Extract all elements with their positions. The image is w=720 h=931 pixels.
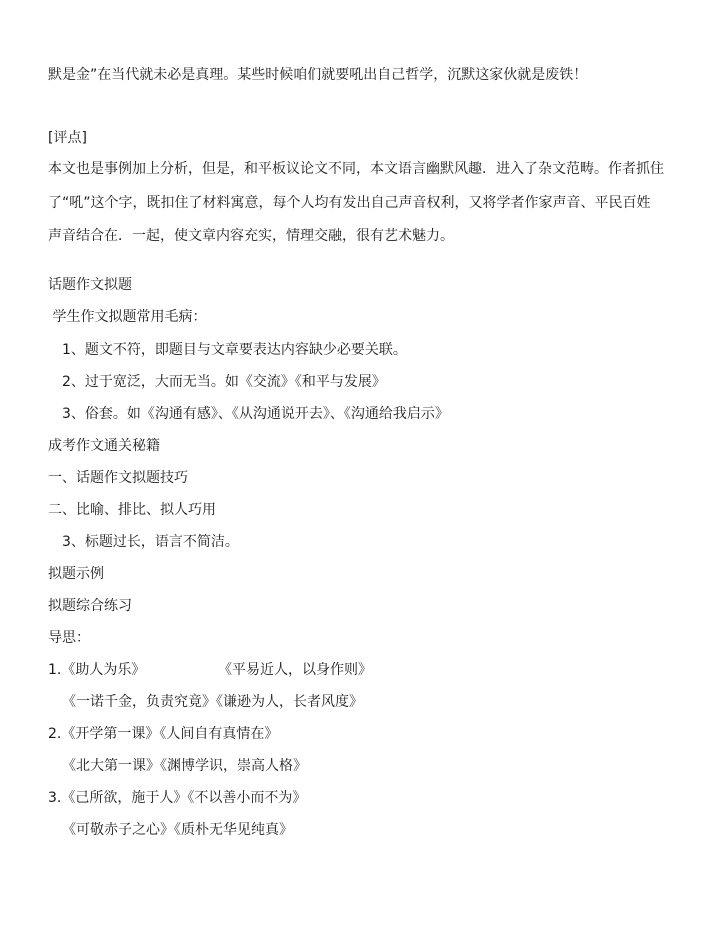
tip-item: 二、比喻、排比、拟人巧用 (48, 502, 216, 518)
guide-label: 导思： (48, 630, 90, 646)
commentary-label: [评点] (48, 130, 87, 146)
fault-item: 2、过于宽泛，大而无当。如《交流》《和平与发展》 (62, 374, 386, 390)
practice-item-continued: 《一诺千金，负责究竟》《谦逊为人，长者风度》 (62, 694, 363, 710)
extra-fault: 3、标题过长，语言不简洁。 (62, 534, 239, 550)
opening-line: 默是金”在当代就未必是真理。某些时候咱们就要吼出自己哲学，沉默这家伙就是废铁！ (48, 67, 588, 83)
commentary-line: 声音结合在．一起，使文章内容充实，情理交融，很有艺术魅力。 (48, 228, 454, 244)
fault-item: 1、题文不符，即题目与文章要表达内容缺少必要关联。 (62, 342, 407, 358)
practice-item: 《平易近人，以身作则》 (218, 662, 372, 678)
commentary-line: 了“吼”这个字，既扣住了材料寓意，每个人均有发出自己声音权利，又将学者作家声音、平民百姓 (48, 195, 651, 211)
practice-item-continued: 《北大第一课》《渊博学识，崇高人格》 (62, 758, 307, 774)
practice-item: 1.《助人为乐》 (48, 662, 146, 678)
practice-heading: 拟题综合练习 (48, 598, 132, 614)
section-title: 话题作文拟题 (48, 277, 132, 293)
commentary-line: 本文也是事例加上分析，但是，和平板议论文不同，本文语言幽默风趣．进入了杂文范畴。作者抓住 (48, 161, 664, 177)
practice-item: 3.《己所欲，施于人》《不以善小而不为》 (48, 790, 307, 806)
faults-heading: 学生作文拟题常用毛病： (48, 309, 207, 325)
fault-item: 3、俗套。如《沟通有感》、《从沟通说开去》、《沟通给我启示》 (62, 406, 449, 422)
examples-heading: 拟题示例 (48, 566, 104, 582)
practice-item-continued: 《可敬赤子之心》《质朴无华见纯真》 (62, 822, 293, 838)
tip-item: 一、话题作文拟题技巧 (48, 470, 188, 486)
guide-title: 成考作文通关秘籍 (48, 438, 160, 454)
practice-item: 2.《开学第一课》《人间自有真情在》 (48, 726, 279, 742)
